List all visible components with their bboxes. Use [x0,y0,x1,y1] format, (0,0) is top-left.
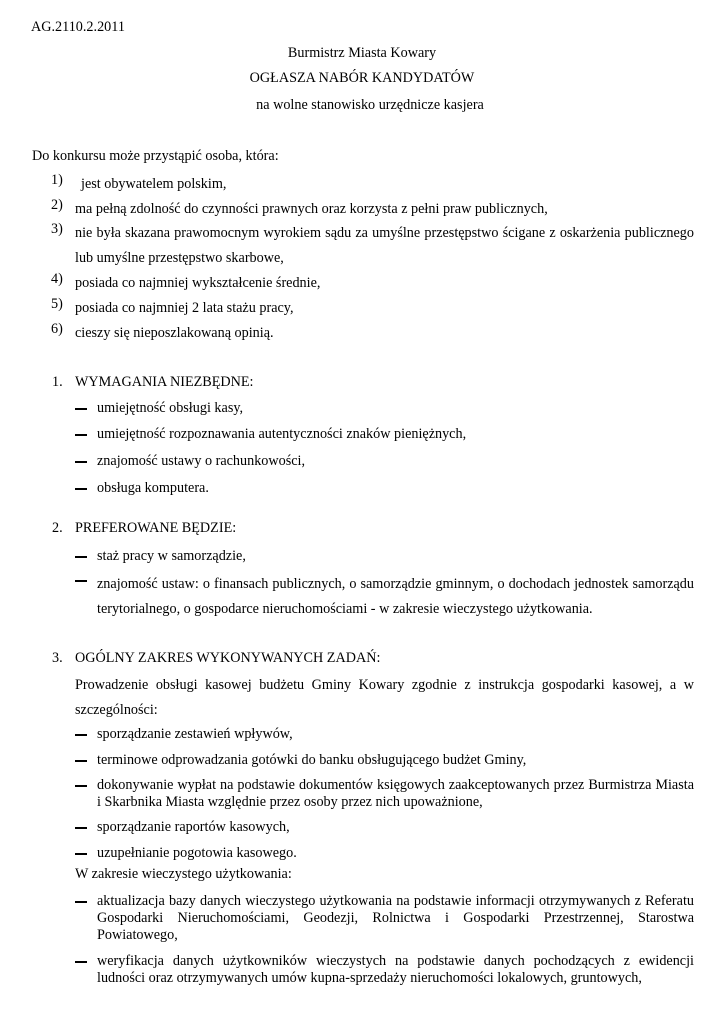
dash-icon [75,827,87,829]
header-position: na wolne stanowisko urzędnicze kasjera [256,97,484,113]
conditions-intro: Do konkursu może przystąpić osoba, która: [32,148,279,164]
bullet-text: uzupełnianie pogotowia kasowego. [97,845,297,861]
dash-icon [75,961,87,963]
document-reference: AG.2110.2.2011 [31,19,125,35]
dash-icon [75,901,87,903]
bullet-text: sporządzanie raportów kasowych, [97,819,290,835]
section-title: WYMAGANIA NIEZBĘDNE: [75,374,254,390]
section-number: 3. [52,650,63,666]
condition-text: jest obywatelem polskim, [81,176,227,192]
bullet-text: aktualizacja bazy danych wieczystego użytkowania na podstawie informacji otrzymywanych z Referatu Gospodarki Nieruchomościami, Geodezji, Rolnictwa i Gospodarki Przestrzennej, Starostwa Powiatowego, [97,893,694,943]
condition-number: 2) [51,197,63,213]
dash-icon [75,734,87,736]
condition-text: posiada co najmniej 2 lata stażu pracy, [75,300,294,316]
dash-icon [75,853,87,855]
dash-icon [75,488,87,490]
bullet-text: znajomość ustaw: o finansach publicznych, o samorządzie gminnym, o dochodach jednostek samorządu terytorialnego, o gospodarce nieruchomościami - w zakresie wieczystego użytkowania. [97,576,694,617]
section-number: 2. [52,520,63,536]
bullet-text: sporządzanie zestawień wpływów, [97,726,293,742]
bullet-text: staż pracy w samorządzie, [97,548,246,564]
section-number: 1. [52,374,63,390]
condition-number: 3) [51,221,63,237]
section-title: PREFEROWANE BĘDZIE: [75,520,237,536]
section-3-intro: Prowadzenie obsługi kasowej budżetu Gminy Kowary zgodnie z instrukcja gospodarki kasowej, a w szczególności: [75,677,694,718]
bullet-text: umiejętność rozpoznawania autentyczności znaków pieniężnych, [97,426,467,442]
condition-number: 4) [51,271,63,287]
section-title: OGÓLNY ZAKRES WYKONYWANYCH ZADAŃ: [75,650,381,666]
section-3-sub-intro: W zakresie wieczystego użytkowania: [75,866,292,882]
dash-icon [75,785,87,787]
bullet-text: znajomość ustawy o rachunkowości, [97,453,306,469]
bullet-text: weryfikacja danych użytkowników wieczystych na podstawie danych pochodzących z ewidencji ludności oraz otrzymywanych umów kupna-sprzedaży nieruchomości lokalowych, gruntowych, [97,953,694,986]
bullet-text: umiejętność obsługi kasy, [97,400,244,416]
dash-icon [75,580,87,582]
condition-text: posiada co najmniej wykształcenie średnie, [75,275,321,291]
condition-text: ma pełną zdolność do czynności prawnych oraz korzysta z pełni praw publicznych, [75,201,548,217]
header-authority: Burmistrz Miasta Kowary [287,45,437,61]
dash-icon [75,408,87,410]
bullet-text: dokonywanie wypłat na podstawie dokumentów księgowych zaakceptowanych przez Burmistrza Miasta i Skarbnika Miasta względnie przez osoby przez nich upoważnione, [97,777,694,810]
dash-icon [75,760,87,762]
condition-number: 1) [51,172,63,188]
bullet-text: obsługa komputera. [97,480,209,496]
dash-icon [75,556,87,558]
condition-number: 5) [51,296,63,312]
dash-icon [75,461,87,463]
condition-number: 6) [51,321,63,337]
condition-text: nie była skazana prawomocnym wyrokiem sądu za umyślne przestępstwo ścigane z oskarżenia publicznego lub umyślne przestępstwo skarbowe, [75,225,694,266]
condition-text: cieszy się nieposzlakowaną opinią. [75,325,274,341]
header-announcement: OGŁASZA NABÓR KANDYDATÓW [249,70,475,86]
bullet-text: terminowe odprowadzania gotówki do banku obsługującego budżet Gminy, [97,752,527,768]
dash-icon [75,434,87,436]
